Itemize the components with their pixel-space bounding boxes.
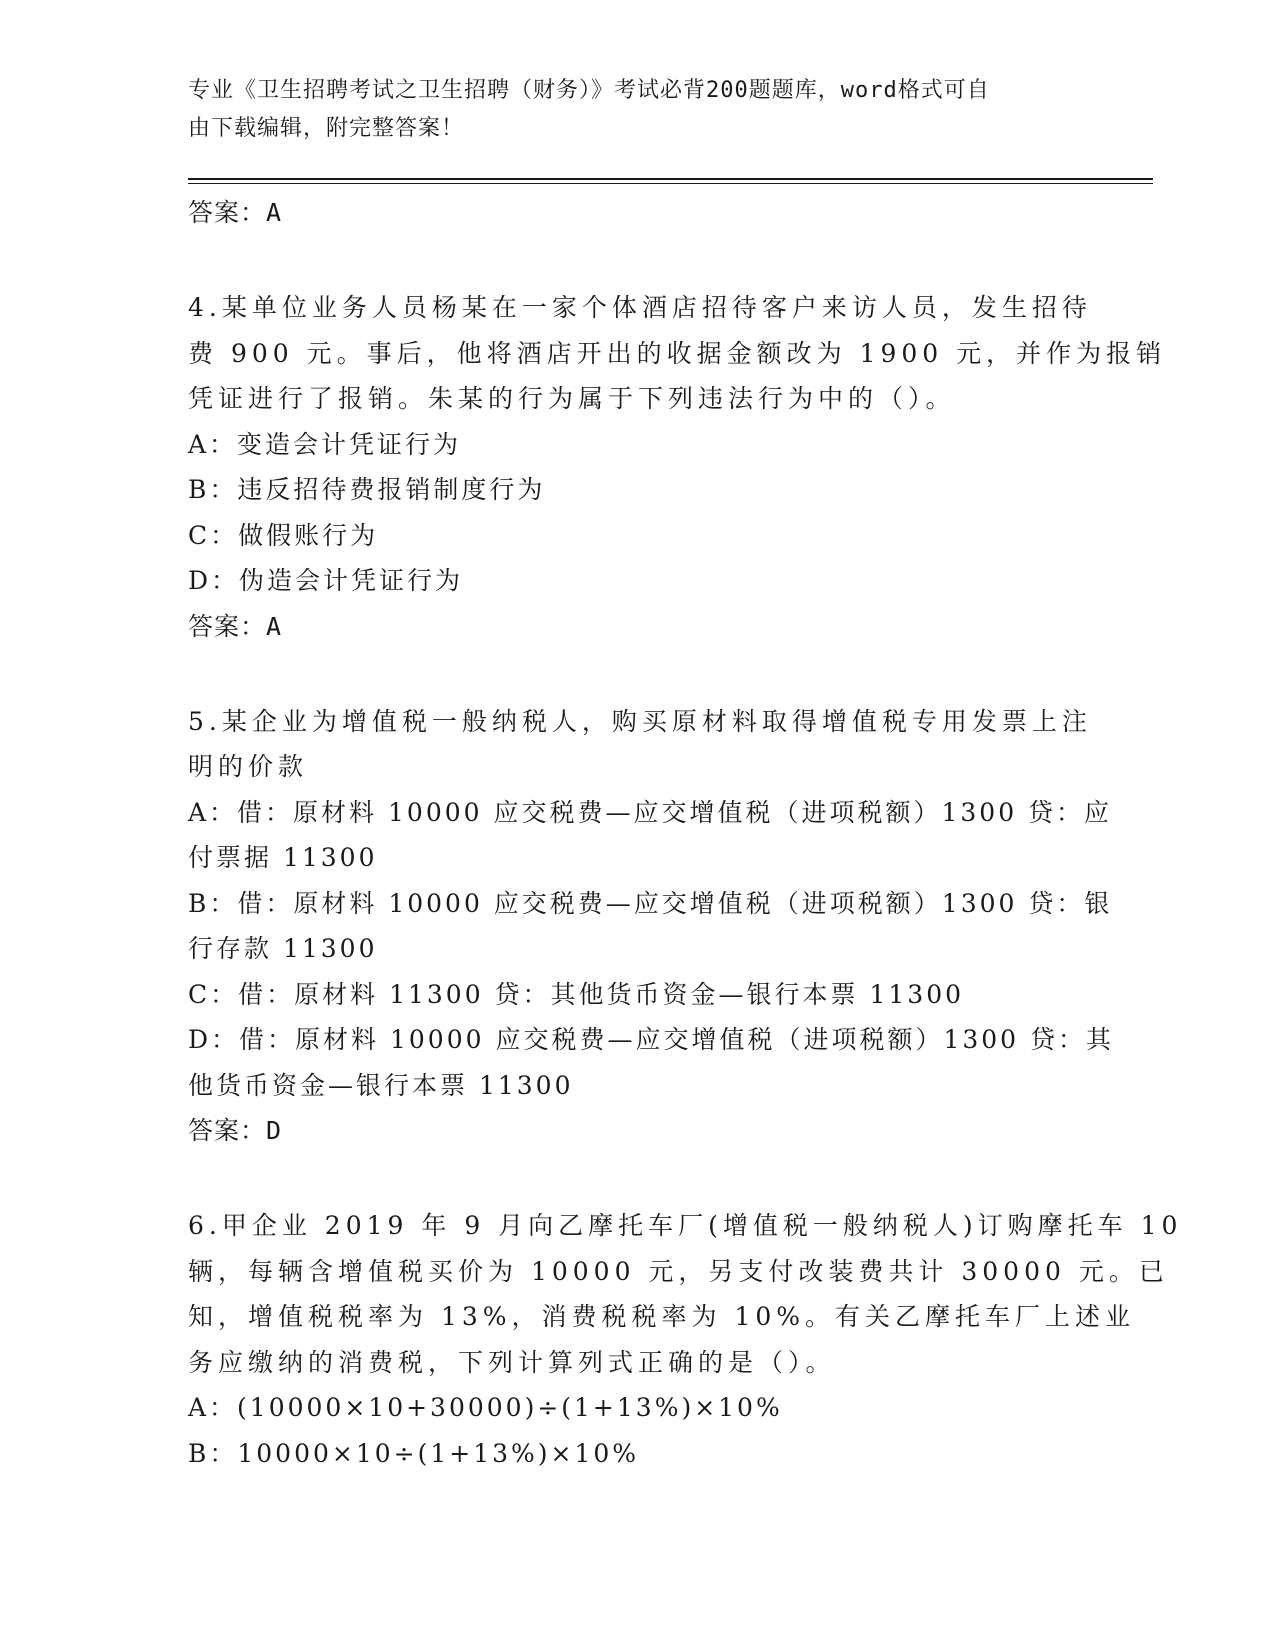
question-5-option-b-line-2: 行存款 11300 [188, 934, 378, 963]
answer-q5: 答案：D [188, 1116, 283, 1145]
header-line-1: 专业《卫生招聘考试之卫生招聘（财务）》考试必背200题题库，word格式可自 [188, 78, 990, 103]
header-rule-thin [188, 183, 1153, 184]
question-5-line-2: 明的价款 [188, 752, 309, 781]
question-5-option-b-line-1: B：借：原材料 10000 应交税费—应交增值税（进项税额）1300 贷：银 [188, 888, 1113, 918]
question-6-line-1: 6.甲企业 2019 年 9 月向乙摩托车厂(增值税一般纳税人)订购摩托车 10 [188, 1211, 1183, 1240]
question-4-option-c: C：做假账行为 [188, 520, 379, 550]
question-5-option-c: C：借：原材料 11300 贷：其他货币资金—银行本票 11300 [188, 979, 965, 1009]
question-5-option-a-line-1: A：借：原材料 10000 应交税费—应交增值税（进项税额）1300 贷：应 [188, 797, 1113, 827]
answer-q3: 答案：A [188, 198, 283, 227]
question-6-line-3: 知，增值税税率为 13%，消费税税率为 10%。有关乙摩托车厂上述业 [188, 1302, 1136, 1331]
question-4-line-3: 凭证进行了报销。朱某的行为属于下列违法行为中的（）。 [188, 384, 956, 413]
page-header [188, 72, 1088, 148]
question-4 [188, 285, 1167, 649]
header-rule [188, 178, 1153, 180]
question-6 [188, 1203, 1183, 1476]
question-6-line-2: 辆，每辆含增值税买价为 10000 元，另支付改装费共计 30000 元。已 [188, 1256, 1169, 1286]
question-5-option-d-line-1: D：借：原材料 10000 应交税费—应交增值税（进项税额）1300 贷：其 [188, 1025, 1115, 1054]
question-6-option-a: A：(10000×10+30000)÷(1+13%)×10% [188, 1393, 783, 1422]
question-6-line-4: 务应缴纳的消费税，下列计算列式正确的是（）。 [188, 1347, 836, 1377]
question-4-option-d: D：伪造会计凭证行为 [188, 566, 464, 595]
question-4-line-2: 费 900 元。事后，他将酒店开出的收据金额改为 1900 元，并作为报销 [188, 338, 1167, 368]
header-line-2: 由下载编辑，附完整答案！ [188, 116, 465, 141]
question-5-option-a-line-2: 付票据 11300 [188, 843, 378, 872]
question-5-option-d-line-2: 他货币资金—银行本票 11300 [188, 1070, 574, 1100]
question-4-option-b: B：违反招待费报销制度行为 [188, 475, 546, 504]
question-6-option-b: B：10000×10÷(1+13%)×10% [188, 1438, 640, 1468]
question-4-line-1: 4.某单位业务人员杨某在一家个体酒店招待客户来访人员，发生招待 [188, 293, 1092, 322]
question-4-option-a: A：变造会计凭证行为 [188, 429, 462, 459]
question-5 [188, 699, 1115, 1154]
answer-q4: 答案：A [188, 611, 283, 641]
question-5-line-1: 5.某企业为增值税一般纳税人，购买原材料取得增值税专用发票上注 [188, 706, 1092, 736]
document-content [188, 190, 1183, 1476]
